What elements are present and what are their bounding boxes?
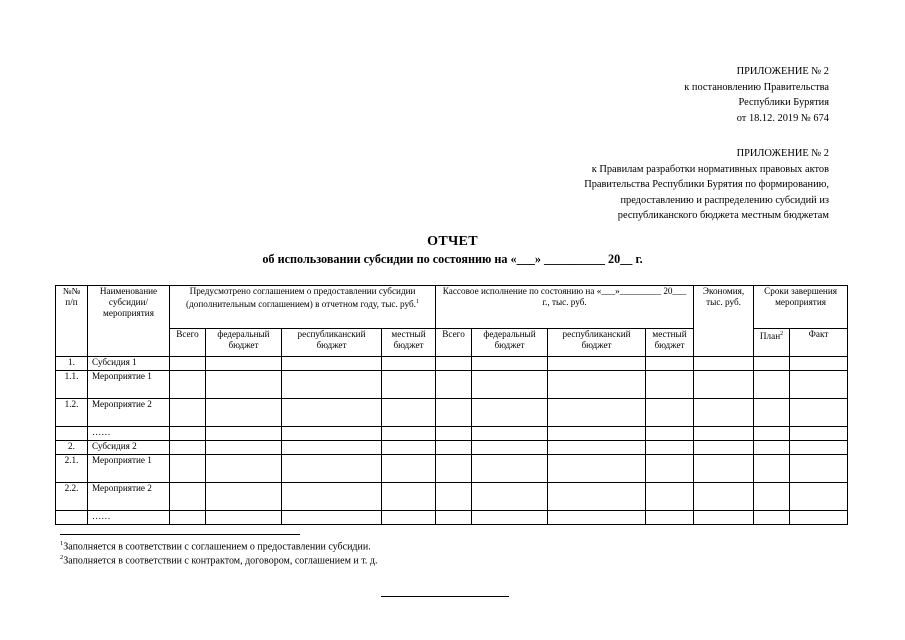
cell (382, 511, 436, 525)
cell (694, 399, 754, 427)
appendix-line: от 18.12. 2019 № 674 (736, 112, 829, 124)
row-num: 2. (56, 441, 88, 455)
footnote-text: Заполняется в соответствии с соглашением о предоставлении субсидии. (63, 541, 371, 553)
footnote-mark: 2 (60, 554, 64, 561)
cell (472, 511, 548, 525)
footnote-ref: 2 (780, 331, 784, 337)
cell (436, 427, 472, 441)
cell (436, 483, 472, 511)
subheader-republic: республиканский бюджет (282, 329, 382, 357)
row-num (56, 427, 88, 441)
cell (790, 511, 848, 525)
cell (170, 399, 206, 427)
row-num: 1. (56, 357, 88, 371)
footnote-text: Заполняется в соответствии с контрактом, договором, соглашением и т. д. (63, 555, 378, 567)
cell (436, 357, 472, 371)
subheader-plan-text: План (759, 331, 781, 342)
cell (646, 371, 694, 399)
subheader-total: Всего (436, 329, 472, 357)
cell (282, 441, 382, 455)
cell (282, 511, 382, 525)
table-row (56, 441, 848, 455)
cell (646, 441, 694, 455)
cell (694, 511, 754, 525)
cell (206, 455, 282, 483)
cell (436, 455, 472, 483)
cell (646, 483, 694, 511)
cell (472, 399, 548, 427)
cell (646, 427, 694, 441)
row-name: …… (88, 511, 170, 525)
cell (382, 427, 436, 441)
cell (694, 427, 754, 441)
header-economy: Экономия, тыс. руб. (694, 286, 754, 357)
header-num: №№ п/п (56, 286, 88, 357)
cell (694, 455, 754, 483)
row-name: Мероприятие 1 (88, 455, 170, 483)
cell (382, 441, 436, 455)
footnote-ref: 1 (415, 299, 419, 305)
appendix-block-resolution (684, 64, 829, 126)
cell (646, 399, 694, 427)
footnote-2 (60, 552, 377, 567)
table-row (56, 371, 848, 399)
cell (646, 511, 694, 525)
subheader-republic: республиканский бюджет (548, 329, 646, 357)
cell (790, 441, 848, 455)
cell (282, 483, 382, 511)
cell (790, 455, 848, 483)
subheader-local: местный бюджет (646, 329, 694, 357)
row-num: 2.1. (56, 455, 88, 483)
header-deadline: Сроки завершения мероприятия (754, 286, 848, 329)
cell (206, 483, 282, 511)
header-name: Наименование субсидии/ мероприятия (88, 286, 170, 357)
cell (472, 357, 548, 371)
table-row (56, 399, 848, 427)
cell (206, 441, 282, 455)
table-row (56, 455, 848, 483)
appendix-line: предоставлению и распределению субсидий из (620, 194, 829, 206)
cell (170, 427, 206, 441)
cell (282, 357, 382, 371)
cell (472, 483, 548, 511)
cell (282, 455, 382, 483)
appendix-line: ПРИЛОЖЕНИЕ № 2 (736, 148, 829, 159)
subheader-plan (754, 329, 790, 357)
cell (754, 371, 790, 399)
cell (694, 371, 754, 399)
document-title: ОТЧЕТ (427, 234, 478, 249)
subheader-federal: федеральный бюджет (206, 329, 282, 357)
cell (170, 511, 206, 525)
row-name: Мероприятие 2 (88, 483, 170, 511)
cell (170, 371, 206, 399)
cell (282, 399, 382, 427)
cell (790, 427, 848, 441)
cell (282, 427, 382, 441)
cell (754, 441, 790, 455)
row-num: 2.2. (56, 483, 88, 511)
cell (472, 427, 548, 441)
cell (790, 399, 848, 427)
cell (548, 441, 646, 455)
cell (548, 511, 646, 525)
header-agreement-text: Предусмотрено соглашением о предоставлении субсидии (дополнительным соглашением) в отчетном году, тыс. руб. (186, 286, 416, 310)
cell (170, 455, 206, 483)
cell (382, 371, 436, 399)
row-num (56, 511, 88, 525)
cell (436, 441, 472, 455)
cell (548, 427, 646, 441)
row-name: …… (88, 427, 170, 441)
row-name: Мероприятие 2 (88, 399, 170, 427)
cell (436, 399, 472, 427)
footnote-separator (60, 534, 300, 535)
cell (646, 357, 694, 371)
cell (548, 483, 646, 511)
cell (754, 483, 790, 511)
cell (548, 399, 646, 427)
subheader-fact: Факт (790, 329, 848, 357)
cell (548, 357, 646, 371)
cell (382, 455, 436, 483)
cell (206, 427, 282, 441)
cell (382, 399, 436, 427)
cell (282, 371, 382, 399)
end-of-document-line (381, 596, 509, 597)
cell (790, 483, 848, 511)
cell (436, 511, 472, 525)
appendix-line: республиканского бюджета местным бюджетам (617, 210, 829, 222)
table-row (56, 483, 848, 511)
appendix-line: Правительства Республики Бурятия по формированию, (584, 179, 829, 191)
cell (170, 357, 206, 371)
header-agreement (170, 286, 436, 329)
cell (382, 357, 436, 371)
cell (694, 483, 754, 511)
cell (472, 441, 548, 455)
table-row (56, 427, 848, 441)
cell (548, 455, 646, 483)
cell (472, 371, 548, 399)
appendix-line: к Правилам разработки нормативных правовых актов (591, 163, 829, 175)
cell (754, 511, 790, 525)
cell (206, 371, 282, 399)
cell (790, 371, 848, 399)
appendix-line: Республики Бурятия (738, 97, 829, 109)
row-num: 1.2. (56, 399, 88, 427)
row-name: Мероприятие 1 (88, 371, 170, 399)
cell (754, 357, 790, 371)
cell (382, 483, 436, 511)
subheader-federal: федеральный бюджет (472, 329, 548, 357)
row-num: 1.1. (56, 371, 88, 399)
header-cash-execution: Кассовое исполнение по состоянию на «___»_________ 20___ г., тыс. руб. (436, 286, 694, 329)
cell (472, 455, 548, 483)
appendix-block-rules (584, 146, 829, 224)
subheader-local: местный бюджет (382, 329, 436, 357)
table-row (56, 511, 848, 525)
document-subtitle: об использовании субсидии по состоянию на «___» __________ 20__ г. (262, 252, 643, 266)
cell (694, 441, 754, 455)
cell (646, 455, 694, 483)
report-table (55, 285, 848, 525)
appendix-line: к постановлению Правительства (684, 81, 829, 93)
cell (548, 371, 646, 399)
cell (694, 357, 754, 371)
cell (754, 455, 790, 483)
cell (170, 483, 206, 511)
cell (206, 357, 282, 371)
appendix-line: ПРИЛОЖЕНИЕ № 2 (736, 66, 829, 77)
row-name: Субсидия 2 (88, 441, 170, 455)
footnote-mark: 1 (60, 540, 64, 547)
cell (754, 399, 790, 427)
cell (170, 441, 206, 455)
subheader-total: Всего (170, 329, 206, 357)
table-row (56, 357, 848, 371)
cell (436, 371, 472, 399)
cell (790, 357, 848, 371)
cell (754, 427, 790, 441)
cell (206, 511, 282, 525)
cell (206, 399, 282, 427)
row-name: Субсидия 1 (88, 357, 170, 371)
table-header-row (56, 286, 848, 329)
